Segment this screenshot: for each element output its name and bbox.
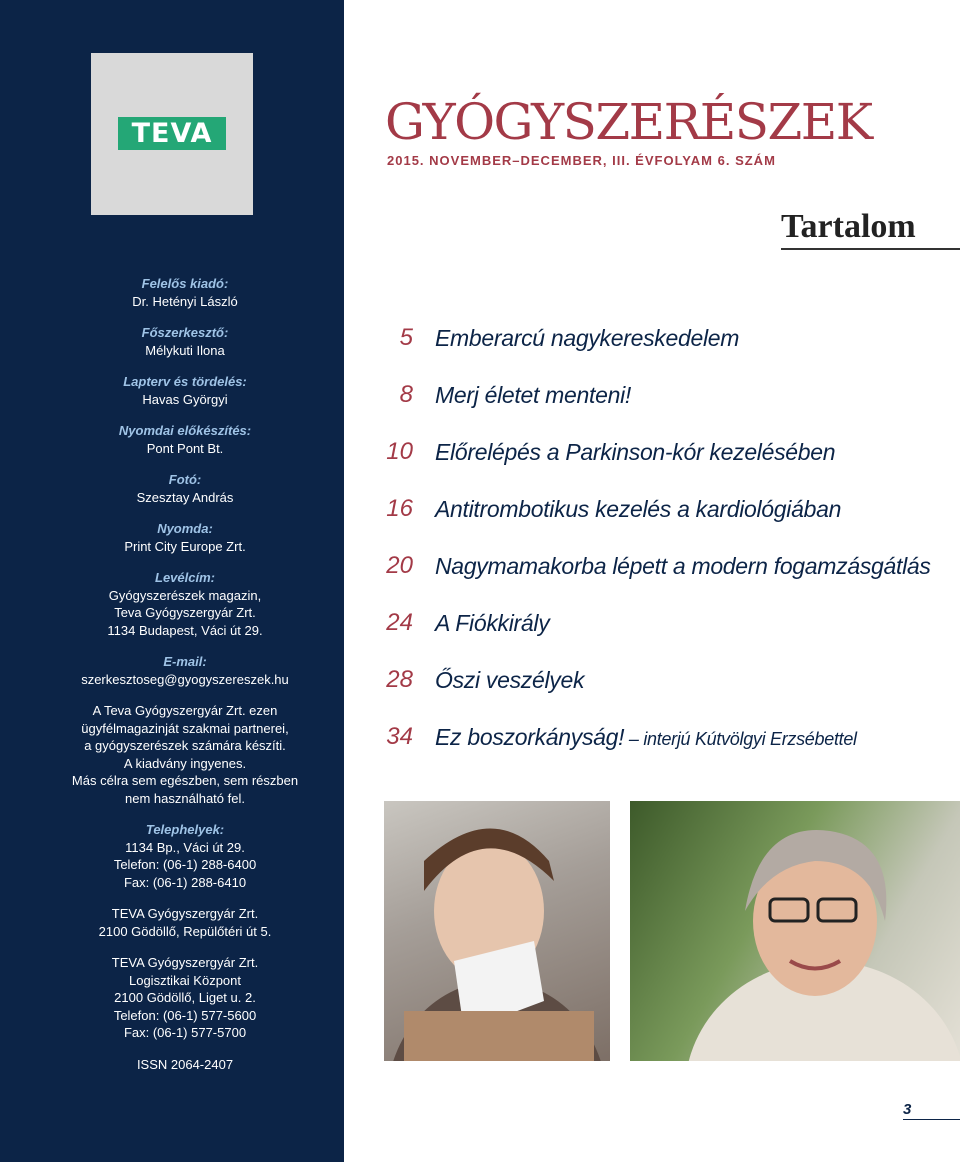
credit-value: Pont Pont Bt. [146,440,224,456]
toc-entry-title [435,546,931,586]
credit-group [40,954,330,1042]
credit-label: Főszerkesztő: [141,325,229,340]
credit-value: TEVA Gyógyszergyár Zrt. [111,955,259,970]
toc-page-number: 8 [399,381,413,408]
credit-label: Nyomda: [157,521,213,536]
photo2-illustration [630,801,960,1061]
credit-value: Logisztikai Központ [128,972,241,988]
credit-value: A Teva Gyógyszergyár Zrt. ezen [92,703,278,718]
credit-value: Telefon: (06-1) 288-6400 [113,857,257,872]
credit-group [40,569,330,639]
credit-value: Dr. Hetényi László [132,293,238,309]
credit-value: A kiadvány ingyenes. [123,755,247,771]
credit-group [40,653,330,688]
credit-value: Print City Europe Zrt. [124,538,246,554]
woman-blowing-nose-photo [384,801,610,1061]
credit-value: Más célra sem egészben, sem részben [71,773,299,788]
teva-logo: TEVA [118,117,226,150]
credit-group [40,422,330,457]
issue-info: 2015. NOVEMBER–DECEMBER, III. ÉVFOLYAM 6. SZÁM [387,153,776,168]
toc-entry-title [435,375,631,415]
toc-entry-title [435,318,739,358]
credit-value: 1134 Bp., Váci út 29. [125,839,245,855]
toc-entry-title [435,432,835,472]
credit-group [40,821,330,891]
credit-label: E-mail: [163,654,207,669]
credit-value: 2100 Gödöllő, Repülőtéri út 5. [98,923,272,939]
toc-entry-main: A Fiókkirály [435,610,550,636]
credit-label: Fotó: [168,472,202,487]
toc-entry-title [435,603,549,643]
credit-value: a gyógyszerészek számára készíti. [84,738,286,753]
credit-label: Nyomdai előkészítés: [118,423,252,438]
credit-value: Gyógyszerészek magazin, [108,587,262,603]
credit-value: Teva Gyógyszergyár Zrt. [114,605,256,620]
toc-entry-title [435,489,841,529]
toc-entry-main: Nagymamakorba lépett a modern fogamzásgátlás [435,553,931,579]
toc-entry-title [435,660,584,700]
credit-value: nem használható fel. [125,790,245,806]
page-number-rule [903,1119,960,1120]
toc-entry-title [435,717,857,759]
toc-entry-main: Merj életet menteni! [435,382,631,408]
toc-entry-main: Ez boszorkányság! [435,724,625,750]
credit-group [40,520,330,555]
toc-entry-main: Előrelépés a Parkinson-kór kezelésében [435,439,836,465]
toc-page-number: 28 [386,666,413,693]
credit-value: ISSN 2064-2407 [136,1056,234,1072]
page-number: 3 [903,1101,912,1118]
credit-group [40,373,330,408]
credit-label: Levélcím: [155,570,215,585]
toc-title-rule [781,248,960,250]
credit-value: 1134 Budapest, Váci út 29. [107,622,263,638]
smiling-older-woman-photo [630,801,960,1061]
toc-page-number: 20 [386,552,413,579]
credit-value: Telefon: (06-1) 577-5600 [113,1007,257,1023]
toc-entry-main: Antitrombotikus kezelés a kardiológiában [435,496,842,522]
toc-title: Tartalom [781,208,916,245]
toc-page-number: 16 [386,495,413,522]
toc-entry-main: Őszi veszélyek [435,667,585,693]
credit-group [40,905,330,940]
credit-group [40,1056,330,1074]
credits [40,275,330,1087]
credit-value: TEVA Gyógyszergyár Zrt. [111,906,259,921]
toc-page-number: 5 [399,324,413,351]
sidebar [0,0,344,1162]
credit-value: Fax: (06-1) 288-6410 [123,874,247,890]
credit-label: Telephelyek: [145,822,225,837]
credit-group [40,275,330,310]
toc-page-number: 34 [386,723,413,750]
credit-label: Lapterv és tördelés: [123,374,247,389]
credit-group [40,324,330,359]
credit-value: Havas Györgyi [142,391,228,407]
toc-page-number: 24 [386,609,413,636]
credit-value: Fax: (06-1) 577-5700 [123,1025,247,1040]
toc-entry-main: Emberarcú nagykereskedelem [435,325,740,351]
photo1-illustration [384,801,610,1061]
credit-value: Mélykuti Ilona [145,342,225,358]
toc-page-number: 10 [386,438,413,465]
credit-group [40,702,330,807]
toc-entry-subtitle: – interjú Kútvölgyi Erzsébettel [624,729,857,749]
masthead-title: GYÓGYSZERÉSZEK [385,93,872,151]
credit-value: 2100 Gödöllő, Liget u. 2. [114,990,256,1005]
credit-value: Szesztay András [136,489,234,505]
credit-group [40,471,330,506]
credit-value: ügyfélmagazinját szakmai partnerei, [81,720,289,736]
credit-value: szerkesztoseg@gyogyszereszek.hu [81,671,289,687]
credit-label: Felelős kiadó: [141,276,229,291]
